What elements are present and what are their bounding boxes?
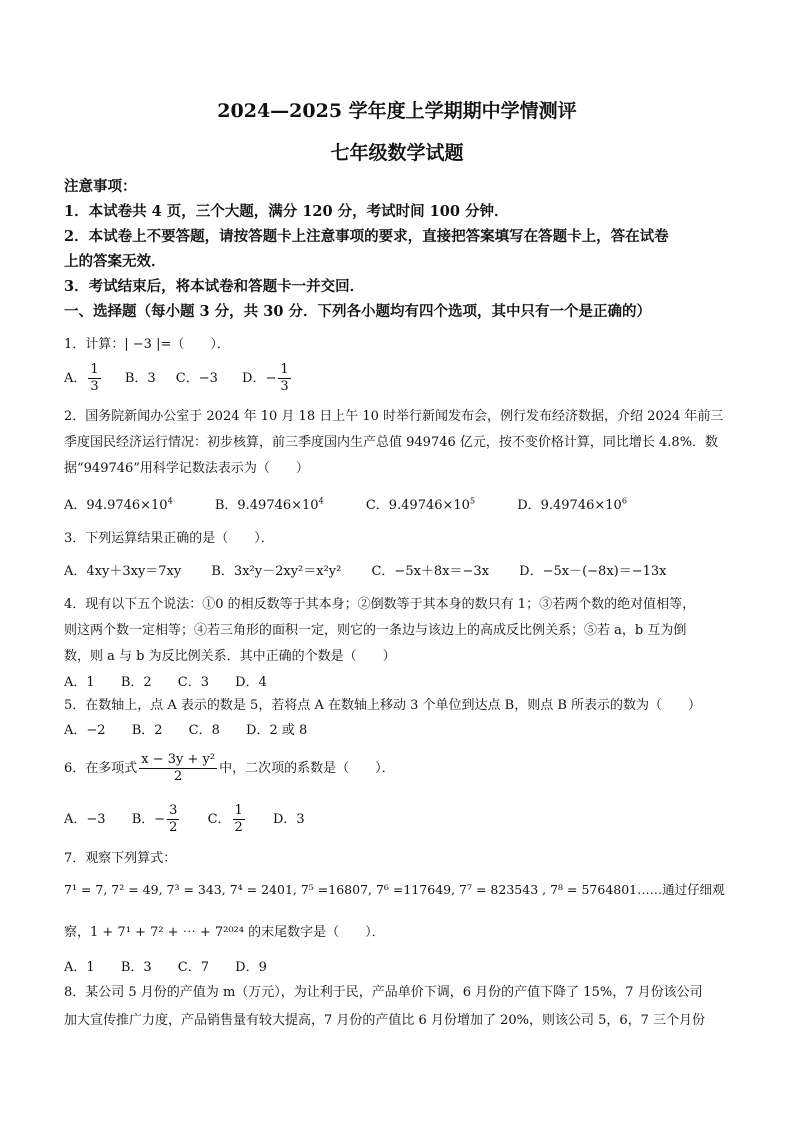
q7-formula: 7¹ = 7, 7² = 49, 7³ = 343, 7⁴ = 2401, 7⁵ =16807, 7⁶ =117649, 7⁷ = 823543 , 7⁸ = 5764801……通过仔细观 <box>64 882 725 897</box>
q4-option-d: D．4 <box>235 675 267 690</box>
q2-option-a: A．$94.9746\times 10^4$ <box>64 496 173 513</box>
q4-line-2: 则这两个数一定相等；④若三角形的面积一定，则它的一条边与该边上的高成反比例关系；⑤若 a，b 互为倒 <box>64 623 687 638</box>
q4-option-a: A．1 <box>64 675 95 690</box>
q4-option-b: B．2 <box>120 675 152 690</box>
q1-options <box>64 362 734 395</box>
q1-option-d: D．− $\frac{1}{3}$ <box>242 362 289 394</box>
q5-option-d: D．2 或 8 <box>246 723 308 738</box>
notice-item-1: 1．本试卷共 4 页，三个大题，满分 120 分，考试时间 100 分钟． <box>64 203 509 220</box>
q5-option-a: A．−2 <box>64 723 106 738</box>
q3-options <box>64 560 734 579</box>
q6-option-b: B．− $\frac{3}{2}$ <box>131 803 178 835</box>
q7-line-2: 察，1 + 7¹ + 7² + ⋯ + 7²⁰²⁴ 的末尾数字是（ ）． <box>64 925 385 940</box>
q2-line-3: 据“949746”用科学记数法表示为（ ） <box>64 461 309 476</box>
q4-line-1: 4．现有以下五个说法：①0 的相反数等于其本身；②倒数等于其本身的数只有 1；③若两个数的绝对值相等， <box>64 597 696 612</box>
q6-stem: 6．在多项式 $\frac{\text{x − 3y + y²}}{2}$ 中，二次项的系数是（ ）． <box>64 752 395 784</box>
q6-options <box>64 803 734 836</box>
q1-option-c: C．−3 <box>175 371 218 386</box>
q2-option-d: D．$9.49746\times 10^6$ <box>517 496 627 513</box>
q6-option-d: D．3 <box>272 812 305 827</box>
q2-options <box>64 494 734 513</box>
q4-options <box>64 671 734 690</box>
q7-option-a: A．1 <box>64 960 95 975</box>
q3-option-a: A．4xy＋3xy＝7xy <box>64 564 182 579</box>
q6-option-c: C． $\frac{1}{2}$ <box>207 803 243 835</box>
q7-option-c: C．7 <box>177 960 209 975</box>
notice-item-3: 3．考试结束后，将本试卷和答题卡一并交回． <box>64 278 365 295</box>
q2-line-1: 2．国务院新闻办公室于 2024 年 10 月 18 日上午 10 时举行新闻发布会，例行发布经济数据，介绍 2024 年前三 <box>64 409 724 424</box>
q8-line-1: 8．某公司 5 月份的产值为 m（万元），为让利于民，产品单价下调，6 月份的产值下降了 15%，7 月份该公司 <box>64 985 703 1000</box>
q3-option-b: B．3x²y－2xy²＝x²y² <box>211 564 342 579</box>
q5-options <box>64 719 734 738</box>
notice-item-2-cont: 上的答案无效． <box>64 253 166 270</box>
q7-stem: 7．观察下列算式： <box>64 851 177 866</box>
q4-option-c: C．3 <box>177 675 209 690</box>
exam-subtitle: 七年级数学试题 <box>330 142 464 164</box>
q3-option-d: D．−5x－(−8x)＝−13x <box>519 564 667 579</box>
q3-stem: 3．下列运算结果正确的是（ ）． <box>64 531 274 546</box>
q7-option-d: D．9 <box>235 960 267 975</box>
exam-title: 2024—2025 学年度上学期期中学情测评 <box>217 100 577 122</box>
notice-heading: 注意事项： <box>64 178 137 195</box>
q4-line-3: 数，则 a 与 b 为反比例关系．其中正确的个数是（ ） <box>64 649 396 664</box>
q3-option-c: C．−5x＋8x＝−3x <box>371 564 490 579</box>
q5-option-b: B．2 <box>131 723 163 738</box>
q6-polynomial: $\frac{\text{x − 3y + y²}}{2}$ <box>141 752 216 784</box>
q5-stem: 5．在数轴上，点 A 表示的数是 5，若将点 A 在数轴上移动 3 个单位到达点 B，则点 B 所表示的数为（ ） <box>64 698 702 713</box>
notice-item-2: 2．本试卷上不要答题，请按答题卡上注意事项的要求，直接把答案填写在答题卡上，答在试卷 <box>64 228 669 245</box>
q2-option-c: C．$9.49746\times 10^5$ <box>365 496 476 513</box>
q2-option-b: B．$9.49746\times 10^4$ <box>214 496 324 513</box>
q1-stem: 1．计算：| −3 |=（ ）． <box>64 337 230 352</box>
q8-line-2: 加大宣传推广力度，产品销售量有较大提高，7 月份的产值比 6 月份增加了 20%，则该公司 5，6，7 三个月份 <box>64 1013 706 1028</box>
q7-options <box>64 956 734 975</box>
q1-option-a: A． $\frac{1}{3}$ <box>64 362 99 394</box>
q6-option-a: A．−3 <box>64 812 106 827</box>
q5-option-c: C．8 <box>188 723 220 738</box>
q2-line-2: 季度国民经济运行情况：初步核算，前三季度国内生产总值 949746 亿元，按不变价格计算，同比增长 4.8%．数 <box>64 435 719 450</box>
section1-heading: 一、选择题（每小题 3 分，共 30 分．下列各小题均有四个选项，其中只有一个是正确的） <box>64 303 651 320</box>
q1-option-b: B．3 <box>124 371 156 386</box>
q7-option-b: B．3 <box>120 960 152 975</box>
